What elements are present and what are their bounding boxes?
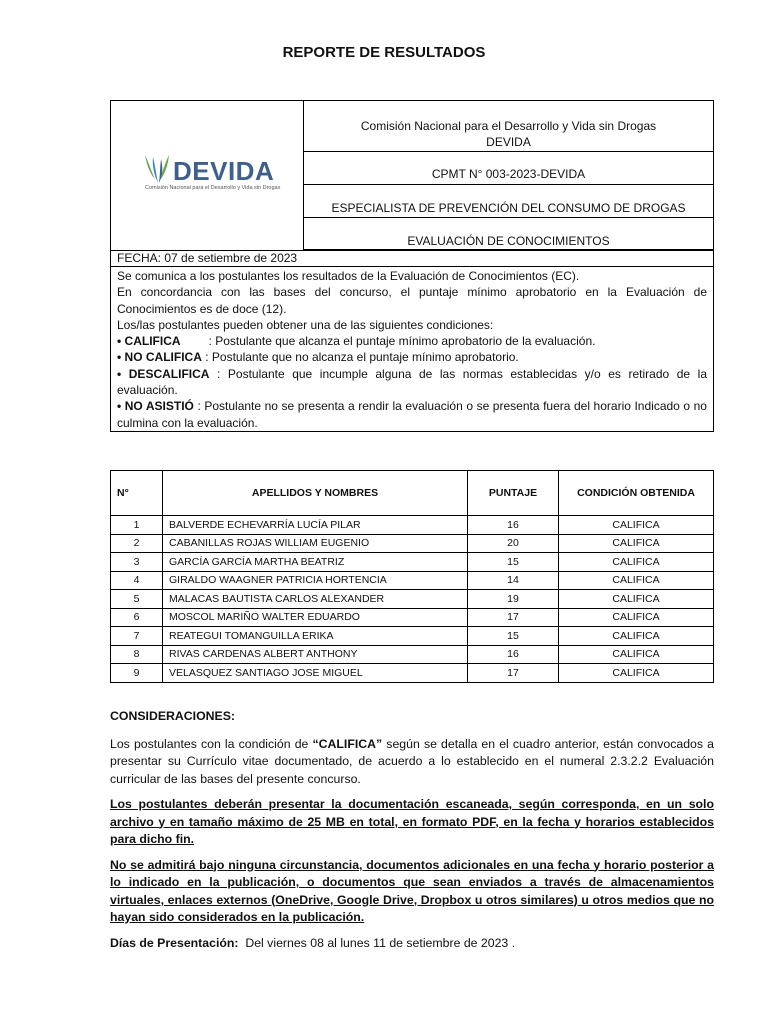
cell-number: 7 <box>111 627 163 646</box>
cell-name: GIRALDO WAAGNER PATRICIA HORTENCIA <box>163 571 468 590</box>
position-cell: ESPECIALISTA DE PREVENCIÓN DEL CONSUMO DE DROGAS <box>303 185 714 218</box>
condition-desc: : Postulante que alcanza el puntaje mínimo aprobatorio de la evaluación. <box>208 334 596 349</box>
cell-condition: CALIFICA <box>559 590 714 609</box>
intro-text <box>117 268 707 431</box>
logo-cell <box>111 101 304 250</box>
intro-p3: Los/las postulantes pueden obtener una de las siguientes condiciones: <box>117 317 494 332</box>
condition-term: • CALIFICA <box>117 334 181 349</box>
table-row <box>111 627 714 646</box>
cell-condition: CALIFICA <box>559 627 714 646</box>
cell-name: GARCÍA GARCÍA MARTHA BEATRIZ <box>163 553 468 572</box>
table-row <box>111 664 714 683</box>
cell-name: MALACAS BAUTISTA CARLOS ALEXANDER <box>163 590 468 609</box>
p1-end: según se detalla en el cuadro anterior, están convocados a presentar su Currículo vitae documentado, de acuerdo a lo establecido en el numeral 2.3.2.2 Evaluación curricular de las bases del presente concurso. <box>110 736 714 786</box>
cell-number: 8 <box>111 645 163 664</box>
days-label: Días de Presentación: <box>110 935 239 950</box>
table-row <box>111 553 714 572</box>
cell-score: 15 <box>468 627 559 646</box>
intro-p1: Se comunica a los postulantes los resultados de la Evaluación de Conocimientos (EC). <box>117 269 580 283</box>
cell-score: 17 <box>468 608 559 627</box>
condition-desc: : Postulante no se presenta a rendir la evaluación o se presenta fuera del horario Indicado o no culmina con la evaluación. <box>117 399 707 430</box>
cell-number: 1 <box>111 516 163 535</box>
logo-wordmark: DEVIDA <box>173 156 275 186</box>
cell-condition: CALIFICA <box>559 571 714 590</box>
cell-score: 20 <box>468 534 559 553</box>
cell-condition: CALIFICA <box>559 608 714 627</box>
cell-number: 4 <box>111 571 163 590</box>
org-name-line1: Comisión Nacional para el Desarrollo y Vida sin Drogas <box>360 119 657 133</box>
condition-term: • NO CALIFICA <box>117 350 202 365</box>
date-row: FECHA: 07 de setiembre de 2023 <box>111 250 713 267</box>
org-name-line2: DEVIDA <box>486 135 531 149</box>
presentation-days <box>110 935 714 953</box>
col-header-number: N° <box>111 471 163 516</box>
cell-number: 2 <box>111 534 163 553</box>
cell-condition: CALIFICA <box>559 645 714 664</box>
intro-p2: En concordancia con las bases del concurso, el puntaje mínimo aprobatorio en la Evaluación de Conocimientos es de doce (12). <box>117 285 707 316</box>
condition-item <box>117 349 707 365</box>
days-value: Del viernes 08 al lunes 11 de setiembre de 2023 . <box>238 935 516 950</box>
org-name-cell <box>303 101 714 152</box>
col-header-score: PUNTAJE <box>468 471 559 516</box>
considerations-p3: No se admitirá bajo ninguna circunstancia, documentos adicionales en una fecha y horario posterior a lo indicado en la publicación, o documentos que sean enviados a través de almacenamientos virtuales, enlaces externos (OneDrive, Google Drive, Dropbox u otros similares) u otros medios que no hayan sido considerados en la publicación. <box>110 857 714 924</box>
cell-name: RIVAS CARDENAS ALBERT ANTHONY <box>163 645 468 664</box>
cell-condition: CALIFICA <box>559 664 714 683</box>
condition-term: • DESCALIFICA <box>117 366 210 381</box>
considerations-p2: Los postulantes deberán presentar la documentación escaneada, según corresponda, en un solo archivo y en tamaño máximo de 25 MB en total, en formato PDF, en la fecha y horarios establecidos para dicho fin. <box>110 797 714 846</box>
condition-desc: : Postulante que incumple alguna de las normas establecidas y/o es retirado de la evaluación. <box>117 366 707 398</box>
cell-name: CABANILLAS ROJAS WILLIAM EUGENIO <box>163 534 468 553</box>
condition-item <box>117 398 707 431</box>
cell-number: 3 <box>111 553 163 572</box>
table-row <box>111 645 714 664</box>
header-box <box>110 100 714 432</box>
cell-condition: CALIFICA <box>559 534 714 553</box>
cell-name: MOSCOL MARIÑO WALTER EDUARDO <box>163 608 468 627</box>
table-row <box>111 571 714 590</box>
cell-score: 15 <box>468 553 559 572</box>
cell-number: 5 <box>111 590 163 609</box>
p1-califica: “CALIFICA” <box>312 736 383 751</box>
condition-item <box>117 366 707 399</box>
condition-item <box>117 333 707 349</box>
considerations-p1 <box>110 736 714 789</box>
considerations-section <box>110 708 714 960</box>
cpmt-cell: CPMT N° 003-2023-DEVIDA <box>303 152 714 185</box>
condition-term: • NO ASISTIÓ <box>117 399 194 414</box>
col-header-condition: CONDICIÓN OBTENIDA <box>559 471 714 516</box>
cell-score: 16 <box>468 645 559 664</box>
cell-score: 16 <box>468 516 559 535</box>
table-row <box>111 608 714 627</box>
cell-name: VELASQUEZ SANTIAGO JOSE MIGUEL <box>163 664 468 683</box>
p1-start: Los postulantes con la condición de <box>110 736 313 751</box>
table-row <box>111 534 714 553</box>
table-row <box>111 516 714 535</box>
col-header-name: APELLIDOS Y NOMBRES <box>163 471 468 516</box>
cell-number: 9 <box>111 664 163 683</box>
cell-name: BALVERDE ECHEVARRÍA LUCÍA PILAR <box>163 516 468 535</box>
logo-subtitle: Comisión Nacional para el Desarrollo y Vida sin Drogas <box>145 185 281 191</box>
cell-score: 19 <box>468 590 559 609</box>
page-title: REPORTE DE RESULTADOS <box>282 44 486 61</box>
table-header-row <box>111 471 714 516</box>
cell-score: 17 <box>468 664 559 683</box>
cell-condition: CALIFICA <box>559 553 714 572</box>
cell-score: 14 <box>468 571 559 590</box>
considerations-heading: CONSIDERACIONES: <box>110 709 236 723</box>
cell-number: 6 <box>111 608 163 627</box>
condition-desc: : Postulante que no alcanza el puntaje mínimo aprobatorio. <box>205 350 519 365</box>
cell-name: REATEGUI TOMANGUILLA ERIKA <box>163 627 468 646</box>
cell-condition: CALIFICA <box>559 516 714 535</box>
table-row <box>111 590 714 609</box>
stage-cell: EVALUACIÓN DE CONOCIMIENTOS <box>303 218 714 250</box>
results-table <box>110 470 714 683</box>
